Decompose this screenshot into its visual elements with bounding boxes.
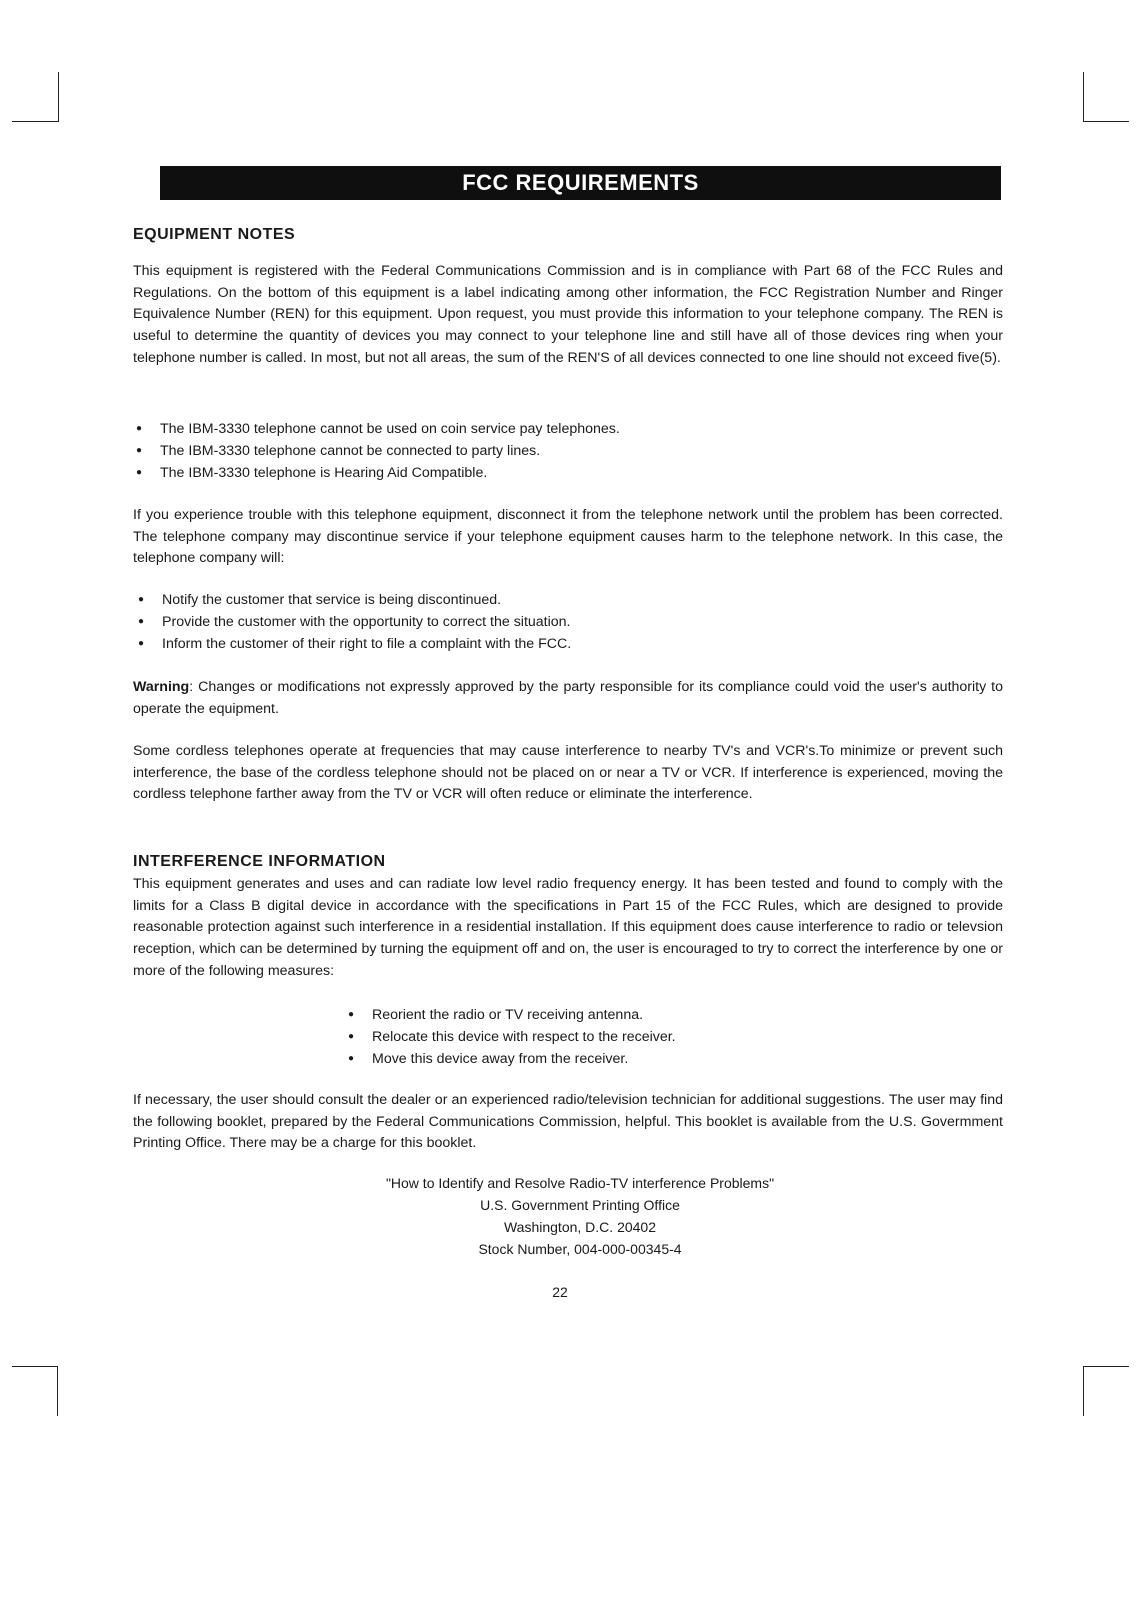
- list-item: ● Reorient the radio or TV receiving antenna.: [348, 1004, 676, 1026]
- consult-paragraph: If necessary, the user should consult the dealer or an experienced radio/television technician for additional suggestions. The user may find the following booklet, prepared by the Federal Communications Commission, helpful. This booklet is available from the U.S. Govermment Printing Office. There may be a charge for this booklet.: [133, 1092, 1003, 1152]
- cordless-paragraph: Some cordless telephones operate at frequencies that may cause interference to nearby TV's and VCR's.To minimize or prevent such interference, the base of the cordless telephone should not be placed on or near a TV or VCR. If interference is experienced, moving the cordless telephone farther away from the TV or VCR will often reduce or eliminate the interference.: [133, 743, 1003, 803]
- interference-heading: INTERFERENCE INFORMATION: [133, 853, 386, 870]
- list-item: ● Notify the customer that service is being discontinued.: [138, 589, 571, 611]
- company-action-list: [138, 589, 571, 655]
- list-item: ● Inform the customer of their right to file a complaint with the FCC.: [138, 633, 571, 655]
- crop-mark-bottom-right-h: [1083, 1366, 1129, 1367]
- booklet-reference: [300, 1172, 860, 1260]
- crop-mark-bottom-right-v: [1083, 1366, 1084, 1416]
- equipment-notes-intro: This equipment is registered with the Federal Communications Commission and is in compliance with Part 68 of the FCC Rules and Regulations. On the bottom of this equipment is a label indicating among other information, the FCC Registration Number and Ringer Equivalence Number (REN) for this equipment. Upon request, you must provide this information to your telephone company. The REN is useful to determine the quantity of devices you may connect to your telephone line and still have all of those devices ring when your telephone number is called. In most, but not all areas, the sum of the REN'S of all devices connected to one line should not exceed five(5).: [133, 263, 1003, 366]
- list-item: ● The IBM-3330 telephone cannot be used on coin service pay telephones.: [136, 418, 620, 440]
- list-item: ● Move this device away from the receiver.: [348, 1048, 676, 1070]
- page-title: FCC REQUIREMENTS: [160, 166, 1001, 200]
- booklet-address: Washington, D.C. 20402: [503, 1219, 656, 1235]
- crop-mark-top-left-v: [58, 72, 59, 122]
- crop-mark-top-right-v: [1083, 72, 1084, 122]
- list-item: ● Provide the customer with the opportunity to correct the situation.: [138, 611, 571, 633]
- booklet-publisher: U.S. Government Printing Office: [480, 1197, 680, 1213]
- list-item: ● The IBM-3330 telephone cannot be connected to party lines.: [136, 440, 620, 462]
- page-number: 22: [552, 1284, 568, 1300]
- warning-paragraph: [133, 677, 1003, 720]
- equipment-notes-heading: EQUIPMENT NOTES: [133, 226, 296, 243]
- crop-mark-top-right-h: [1083, 121, 1129, 122]
- list-item: ● The IBM-3330 telephone is Hearing Aid Compatible.: [136, 462, 620, 484]
- list-item: ● Relocate this device with respect to the receiver.: [348, 1026, 676, 1048]
- crop-mark-top-left-h: [12, 121, 59, 122]
- warning-label: Warning: [133, 679, 190, 695]
- interference-paragraph: This equipment generates and uses and can radiate low level radio frequency energy. It has been tested and found to comply with the limits for a Class B digital device in accordance with the specifications in Part 15 of the FCC Rules, which are designed to provide reasonable protection against such interference in a residential installation. If this equipment does cause interference to radio or televsion reception, which can be determined by turning the equipment off and on, the user is encouraged to try to correct the interference by one or more of the following measures:: [133, 876, 1003, 979]
- equipment-bullet-list: [136, 418, 620, 484]
- booklet-stock-number: Stock Number, 004-000-00345-4: [478, 1241, 682, 1257]
- crop-mark-bottom-left-h: [12, 1366, 58, 1367]
- interference-measures-list: [348, 1004, 676, 1070]
- trouble-paragraph: If you experience trouble with this telephone equipment, disconnect it from the telephone network until the problem has been corrected. The telephone company may discontinue service if your telephone equipment causes harm to the telephone network. In this case, the telephone company will:: [133, 507, 1003, 567]
- crop-mark-bottom-left-v: [57, 1366, 58, 1416]
- warning-text: : Changes or modifications not expressly approved by the party responsible for its compliance could void the user's authority to operate the equipment.: [133, 679, 1003, 717]
- booklet-title: "How to Identify and Resolve Radio-TV interference Problems": [385, 1175, 775, 1191]
